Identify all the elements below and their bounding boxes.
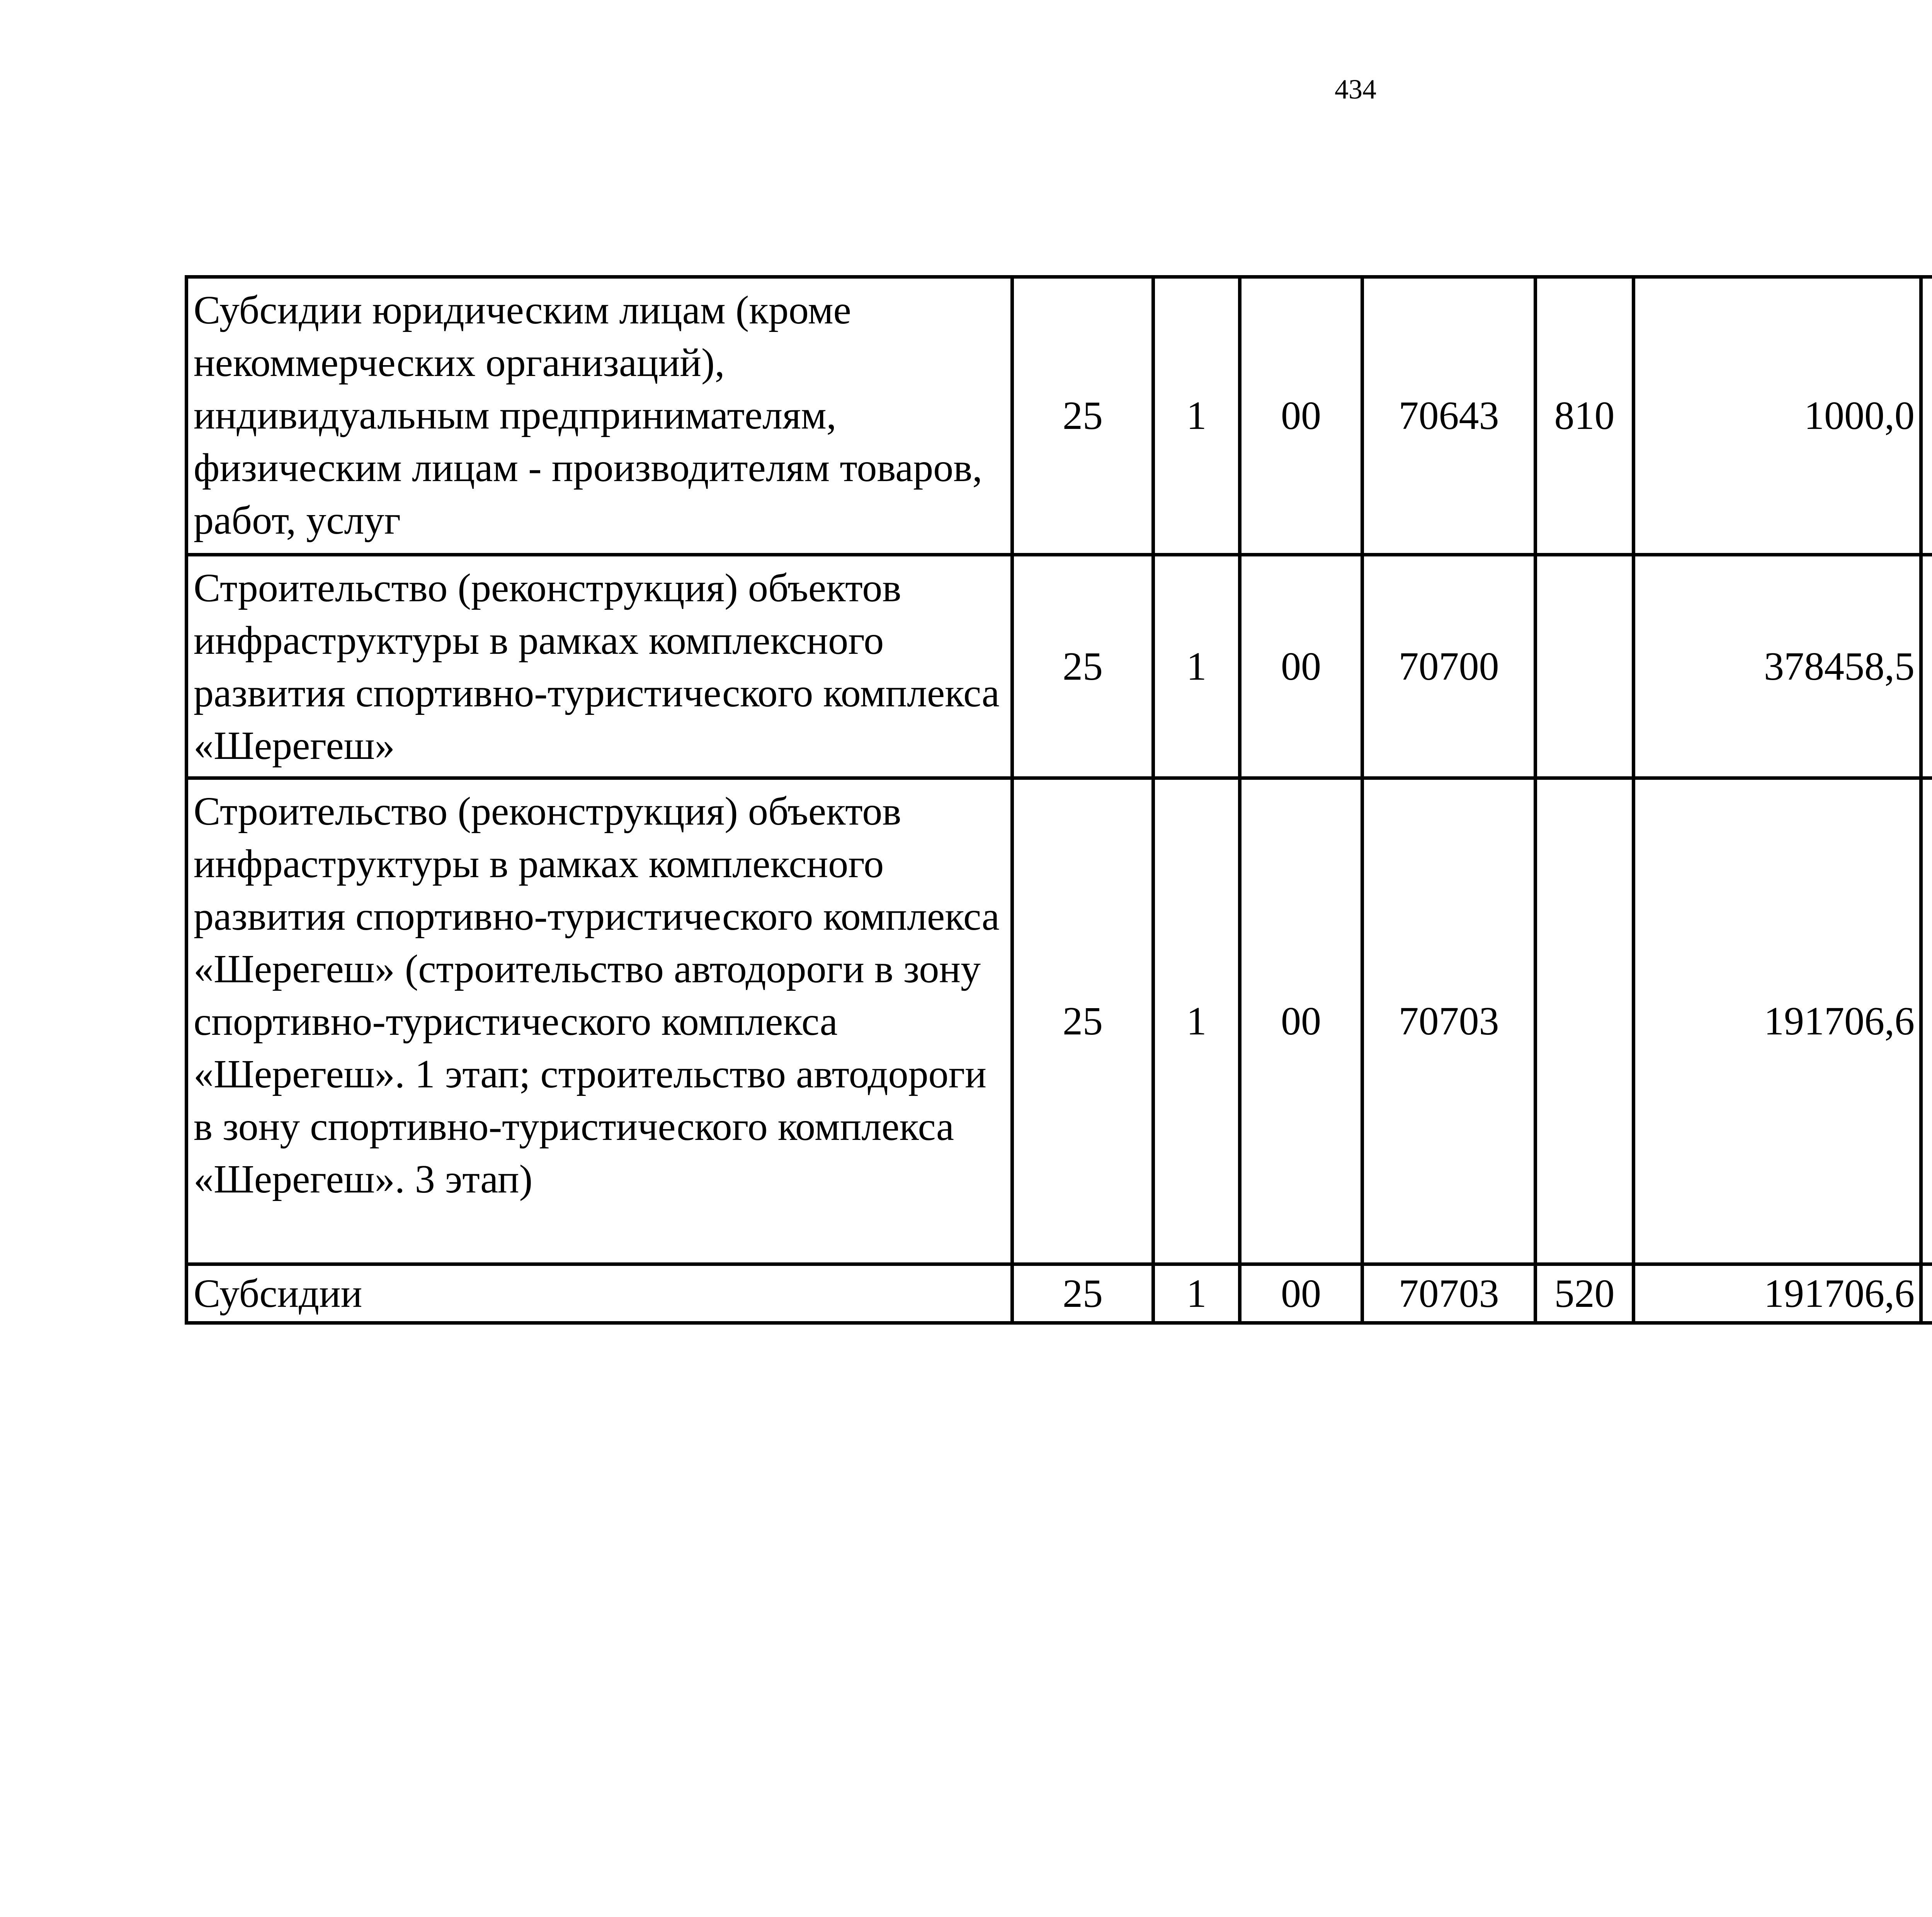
row-name: Строительство (реконструкция) объектов инфраструктуры в рамках комплексного развития спортивно-туристического комплекса «Шерегеш» (строительство автодороги в зону спортивно-туристического комплекса «Шерегеш». 1 этап; строительство автодороги в зону спортивно-туристического комплекса «Шерегеш». 3 этап) (187, 778, 1012, 1264)
row-code-2: 1 (1153, 778, 1240, 1264)
row-code-3: 00 (1240, 555, 1362, 778)
row-code-4: 70703 (1362, 778, 1536, 1264)
row-amount-2 (1921, 1264, 1932, 1323)
row-code-1: 25 (1012, 1264, 1153, 1323)
row-code-1: 25 (1012, 555, 1153, 778)
row-code-1: 25 (1012, 778, 1153, 1264)
row-code-4: 70703 (1362, 1264, 1536, 1323)
row-code-2: 1 (1153, 1264, 1240, 1323)
row-code-3: 00 (1240, 778, 1362, 1264)
row-code-3: 00 (1240, 1264, 1362, 1323)
row-amount-1: 191706,6 (1634, 1264, 1921, 1323)
row-amount-1: 191706,6 (1634, 778, 1921, 1264)
row-amount-2 (1921, 555, 1932, 778)
row-name: Субсидии (187, 1264, 1012, 1323)
row-amount-2 (1921, 778, 1932, 1264)
row-code-5: 520 (1536, 1264, 1634, 1323)
row-code-2: 1 (1153, 555, 1240, 778)
row-code-5: 810 (1536, 277, 1634, 555)
row-name: Субсидии юридическим лицам (кроме некоммерческих организаций), индивидуальным предпринимателям, физическим лицам - производителям товаров, работ, услуг (187, 277, 1012, 555)
row-amount-1: 1000,0 (1634, 277, 1921, 555)
row-amount-1: 378458,5 (1634, 555, 1921, 778)
table-row (187, 778, 1932, 1264)
row-code-5 (1536, 778, 1634, 1264)
table-row (187, 277, 1932, 555)
row-code-4: 70700 (1362, 555, 1536, 778)
row-code-4: 70643 (1362, 277, 1536, 555)
row-code-3: 00 (1240, 277, 1362, 555)
budget-table (185, 275, 1932, 1325)
row-code-5 (1536, 555, 1634, 778)
row-code-1: 25 (1012, 277, 1153, 555)
page-number: 434 (1335, 74, 1376, 105)
table-row (187, 1264, 1932, 1323)
row-amount-2 (1921, 277, 1932, 555)
row-code-2: 1 (1153, 277, 1240, 555)
table-row (187, 555, 1932, 778)
row-name: Строительство (реконструкция) объектов инфраструктуры в рамках комплексного развития спортивно-туристического комплекса «Шерегеш» (187, 555, 1012, 778)
